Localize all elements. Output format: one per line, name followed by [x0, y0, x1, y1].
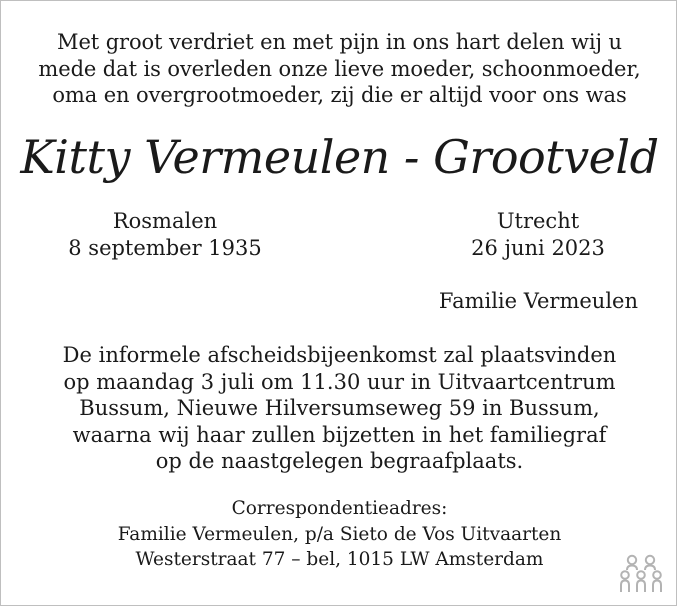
- family-figures-icon: [618, 554, 664, 594]
- intro-text: [1, 29, 677, 109]
- correspondence-heading: Correspondentieadres:: [231, 498, 448, 519]
- ceremony-line: op de naastgelegen begraafplaats.: [155, 449, 524, 473]
- correspondence-address: [1, 496, 677, 573]
- intro-line: mede dat is overleden onze lieve moeder, schoonmoeder,: [38, 56, 641, 81]
- ceremony-text: [1, 342, 677, 475]
- address-line: Westerstraat 77 – bel, 1015 LW Amsterdam: [135, 549, 544, 570]
- birth-info: [65, 208, 265, 261]
- family-signature: Familie Vermeulen: [438, 289, 638, 313]
- birth-place: Rosmalen: [112, 209, 218, 233]
- address-line: Familie Vermeulen, p/a Sieto de Vos Uitvaarten: [117, 523, 562, 545]
- death-date: 26 juni 2023: [471, 235, 605, 260]
- death-place: Utrecht: [496, 209, 580, 233]
- ceremony-line: Bussum, Nieuwe Hilversumseweg 59 in Bussum,: [79, 396, 600, 420]
- death-info: [438, 208, 638, 261]
- deceased-name: Kitty Vermeulen - Grootveld: [20, 130, 659, 184]
- ceremony-line: De informele afscheidsbijeenkomst zal plaatsvinden: [62, 343, 617, 367]
- ceremony-line: waarna wij haar zullen bijzetten in het familiegraf: [72, 422, 607, 447]
- birth-date: 8 september 1935: [68, 235, 262, 260]
- ceremony-line: op maandag 3 juli om 11.30 uur in Uitvaartcentrum: [63, 369, 616, 394]
- intro-line: oma en overgrootmoeder, zij die er altijd voor ons was: [52, 83, 627, 107]
- intro-line: Met groot verdriet en met pijn in ons hart delen wij u: [57, 30, 622, 54]
